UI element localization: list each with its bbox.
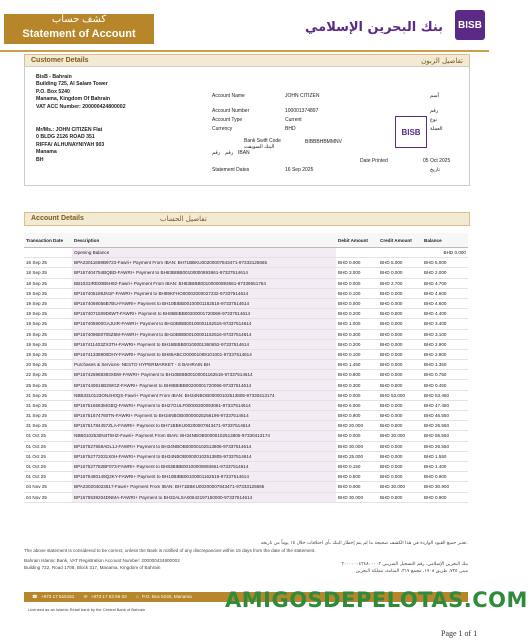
account-details-label: Account Details: [31, 215, 84, 222]
tx-debit: BHD 0.500: [336, 472, 378, 482]
tx-description: BP16752772031X0H-FAWRI+ Payment to BH34NBOB00000102513805-97337514614: [72, 451, 336, 461]
table-row: [24, 288, 468, 298]
account-name-label: Account Name: [212, 93, 245, 99]
tx-balance: BHD 3.100: [422, 329, 468, 339]
fax-icon: ✉: [83, 594, 88, 599]
table-row: [24, 329, 468, 339]
date-printed-label: Date Printed: [360, 158, 388, 164]
tx-description: BP167409650705Z5M-FAWRI+ Payment to BH10BIBB00100001162516-97337514614: [72, 329, 336, 339]
tx-credit: BHD 53.000: [378, 390, 422, 400]
customer-address: [36, 127, 104, 164]
tx-description: NBB0102530N4T8HZ-Fawri+ Payment From IBAN: BH34NBOB00000102513805-97330413174: [72, 431, 336, 441]
table-row: [24, 278, 468, 288]
tx-date: 25 Sep 25: [24, 380, 72, 390]
swift-code-value: BIBBBHBMMNV: [305, 139, 342, 145]
footer-fax: +973 17 53 56 03: [90, 594, 127, 599]
vat-ar: بنك البحرين الإسلامي، رقم التسجيل الضريبي ٢٠٠٠٠٠٠٤٢٤٨٠٠٠٠٢: [341, 562, 468, 567]
tx-debit: BHD 0.000: [336, 278, 378, 288]
bank-address-line: Building 725, Al Salam Tower: [36, 81, 108, 88]
tx-balance: BHD 26.550: [422, 421, 468, 431]
pobox-icon: ⌂: [135, 594, 139, 599]
tx-date: 01 Oct 25: [24, 472, 72, 482]
tx-debit: BHD 30.000: [336, 441, 378, 451]
table-row: [24, 298, 468, 308]
account-details-bar: [24, 212, 470, 226]
tx-credit: BHD 0.000: [378, 370, 422, 380]
table-cell: [24, 248, 72, 258]
tx-date: 19 Sep 25: [24, 288, 72, 298]
tx-description: BP167527558ADL1J-FAWRI+ Payment to BH34NBOB00000102513805-97337514614: [72, 441, 336, 451]
tx-balance: BHD 2.800: [422, 349, 468, 359]
bisb-qr-icon: BISB: [395, 116, 427, 148]
tx-debit: BHD 0.000: [336, 298, 378, 308]
statement-title-ar: كشف حساب: [51, 14, 107, 25]
tx-description: NBB3310123ON4H0QS-Fawri+ Payment From IBAN: BH34NBOB00000102513805-97330413174: [72, 390, 336, 400]
tx-description: BB1031IRE00B5H92-Fawri+ Payment From IBAN: BH83BIBB00100000893661-97339551764: [72, 278, 336, 288]
address-ar: مبنى ٧٢٥، طريق ١٧٠٨، مجمع ٣١٧، المنامة، مملكة البحرين: [355, 569, 468, 574]
tx-credit: BHD 0.000: [378, 472, 422, 482]
account-name-value: JOHN CITIZEN: [285, 93, 320, 99]
column-header: Transaction Date: [24, 233, 72, 248]
tx-description: BP1675480149Q2KY-FAWRI+ Payment to BH10BIBB00100001162516-97337514614: [72, 472, 336, 482]
tx-description: BP16751784457ZLA-FAWRI+ Payment to BH71BBKU00200007843471-97337514614: [72, 421, 336, 431]
tx-description: BPA23011669B9723-Fawri+ Payment From IBAN: BH71BBKU00200007843471-97333125665: [72, 258, 336, 268]
tx-debit: BHD 0.600: [336, 370, 378, 380]
tx-credit: BHD 30.000: [378, 431, 422, 441]
tx-description: BPA230204023617-Fawri+ Payment From IBAN: BH71BBKU00200007843471-97333125665: [72, 482, 336, 492]
tx-debit: BHD 3.000: [336, 268, 378, 278]
tx-credit: BHD 0.000: [378, 319, 422, 329]
bank-address-line: VAT ACC Number: 200000424800002: [36, 103, 126, 110]
tx-description: BP167527782BF073-FAWRI+ Payment to BH83BIBB00100000893661-97337514614: [72, 461, 336, 471]
tx-description: BP167425988393XBW-FAWRI+ Payment to BH10BIBB00100001162516-97337514614: [72, 370, 336, 380]
tx-balance: BHD 4.400: [422, 309, 468, 319]
column-header: Credit Amount: [378, 233, 422, 248]
tx-credit: BHD 0.000: [378, 380, 422, 390]
table-row: [24, 360, 468, 370]
tx-date: 16 Sep 25: [24, 258, 72, 268]
table-row: [24, 309, 468, 319]
table-row: [24, 451, 468, 461]
table-row: [24, 472, 468, 482]
table-row: [24, 339, 468, 349]
tx-debit: BHD 1.000: [336, 319, 378, 329]
tx-date: 19 Sep 25: [24, 298, 72, 308]
watermark: AMIGOSDEPELOTAS.COM: [225, 588, 528, 612]
tx-credit: BHD 0.000: [378, 339, 422, 349]
tx-date: 04 Nov 25: [24, 482, 72, 492]
tx-credit: BHD 0.000: [378, 451, 422, 461]
tx-date: 18 Sep 25: [24, 278, 72, 288]
currency-ar: العملة: [430, 126, 443, 132]
footer-phone: +973 17 515151: [41, 594, 75, 599]
tx-description: BP167405189JN1F-FAWRI+ Payment to BH89KFHO00002000027232-97337514614: [72, 288, 336, 298]
tx-balance: BHD 0.900: [422, 472, 468, 482]
column-header: Debit Amount: [336, 233, 378, 248]
table-row: [24, 268, 468, 278]
address-en: Building 722, Road 1708, Block 317, Manama, Kingdom of Bahrain: [24, 565, 161, 570]
tx-balance: BHD 2.900: [422, 339, 468, 349]
statement-notice: [24, 540, 468, 584]
tx-debit: BHD 0.000: [336, 482, 378, 492]
table-row: [24, 319, 468, 329]
tx-debit: BHD 0.300: [336, 329, 378, 339]
notice-en: The above statement is considered to be correct, unless the Bank is notified of any discrepancies within 15 days from the date of the statement.: [24, 548, 316, 553]
tx-balance: BHD 1.550: [422, 451, 468, 461]
statement-title: Statement of Account: [22, 28, 136, 40]
iban-ar: رقم: [212, 150, 221, 156]
tx-debit: BHD 0.000: [336, 390, 378, 400]
tx-debit: BHD 1.450: [336, 360, 378, 370]
tx-debit: BHD 20.000: [336, 421, 378, 431]
tx-date: 19 Sep 25: [24, 319, 72, 329]
tx-description: BP167404754BQBD-FAWRI+ Payment to BH83BIBB00100000893661-97337514614: [72, 268, 336, 278]
swift-code-label: Bank Swift Code: [244, 138, 281, 144]
tx-date: 19 Sep 25: [24, 309, 72, 319]
bank-address: [36, 74, 126, 111]
tx-description: BP16741338900DHY-FAWRI+ Payment to BH86ABCO00001069101001-97337514614: [72, 349, 336, 359]
license-note: Licensed as an Islamic Retail bank by the Central Bank of Bahrain: [28, 607, 146, 612]
customer-address-line: RIFFA/ ALHUNAYNIYAH 903: [36, 141, 105, 148]
iban-label: IBAN: [238, 150, 250, 156]
tx-description: BP1675539204DNMA-FAWRI+ Payment to BH32ALSA00642197150000-97337514614: [72, 492, 336, 502]
tx-credit: BHD 0.000: [378, 400, 422, 410]
tx-debit: BHD 30.000: [336, 492, 378, 502]
account-number-value: 100001374897: [285, 108, 319, 114]
swift-code-ar: البنك السويفت: [244, 144, 275, 150]
table-row: [24, 349, 468, 359]
tx-date: 18 Sep 25: [24, 268, 72, 278]
tx-credit: BHD 2.700: [378, 278, 422, 288]
tx-credit: BHD 0.000: [378, 298, 422, 308]
page-number: Page 1 of 1: [441, 629, 478, 638]
column-header: Balance: [422, 233, 468, 248]
tx-balance: BHD 47.450: [422, 400, 468, 410]
tx-balance: BHD 4.600: [422, 288, 468, 298]
customer-address-line: 0 BLDG 2126 ROAD 351: [36, 134, 95, 141]
tx-credit: BHD 0.000: [378, 309, 422, 319]
tx-description: Purchases & Services- NESTO HYPERMARKET - S BAHRAIN BH: [72, 360, 336, 370]
tx-debit: BHD 0.100: [336, 288, 378, 298]
notice-ar: تعتبر جميع القيود الواردة في هذا الكشف صحيحة ما لم يتم إخطار البنك بأي اختلافات خلال ١٥ يوماً من تاريخه.: [260, 541, 468, 546]
transactions-table: [24, 233, 468, 503]
tx-date: 01 Oct 25: [24, 461, 72, 471]
header-divider: [0, 50, 489, 52]
tx-description: BP167405900GAJUIR-FAWRI+ Payment to BH10BIBB00100001162516-97337514614: [72, 319, 336, 329]
bank-name-ar: بنك البحرين الإسلامي: [305, 20, 444, 35]
tx-balance: BHD 4.700: [422, 278, 468, 288]
account-name-ar: أسم: [430, 93, 439, 99]
header: [0, 0, 489, 50]
tx-balance: BHD 0.900: [422, 492, 468, 502]
footer-pobox: P.O. Box 5240, Manama: [142, 594, 192, 599]
table-row: [24, 431, 468, 441]
statement-title-box: [4, 14, 154, 44]
tx-description: BP1674071509D6WT-FAWRI+ Payment to BH85BIBB00200001720066-97337514614: [72, 309, 336, 319]
vat-en: Bahrain Islamic Bank, VAT Registration Account Number: 200000424800002: [24, 558, 180, 563]
column-header: Description: [72, 233, 336, 248]
tx-debit: BHD 0.000: [336, 258, 378, 268]
tx-date: 20 Sep 25: [24, 360, 72, 370]
table-row: [24, 370, 468, 380]
tx-balance: BHD 2.000: [422, 268, 468, 278]
tx-balance: BHD 1.400: [422, 461, 468, 471]
tx-description: BP167516663MGBQ-FAWRI+ Payment to BH27GULF00000300093061-97337514614: [72, 400, 336, 410]
table-row: [24, 380, 468, 390]
tx-balance: BHD 30.900: [422, 482, 468, 492]
tx-credit: BHD 0.000: [378, 349, 422, 359]
tx-credit: BHD 0.000: [378, 360, 422, 370]
tx-balance: BHD 0.750: [422, 370, 468, 380]
tx-credit: BHD 0.000: [378, 492, 422, 502]
tx-debit: BHD 0.200: [336, 309, 378, 319]
tx-balance: BHD 1.350: [422, 360, 468, 370]
bank-address-line: Manama, Kingdom Of Bahrain: [36, 96, 111, 103]
tx-description: BP1674069056B7BU-FAWRI+ Payment to BH10BIBB00100001162516-97337514614: [72, 298, 336, 308]
tx-date: 01 Oct 25: [24, 441, 72, 451]
table-row: [24, 441, 468, 451]
customer-address-line: Mr/Ms.: JOHN CITIZEN Flat: [36, 127, 103, 133]
phone-icon: ☎: [32, 594, 38, 599]
tx-date: 19 Sep 25: [24, 349, 72, 359]
tx-debit: BHD 0.300: [336, 380, 378, 390]
tx-credit: BHD 0.000: [378, 288, 422, 298]
tx-credit: BHD 0.000: [378, 268, 422, 278]
tx-balance: BHD 0.450: [422, 380, 468, 390]
table-row: [24, 421, 468, 431]
tx-credit: BHD 0.000: [378, 461, 422, 471]
tx-date: 01 Oct 25: [24, 431, 72, 441]
tx-balance: BHD 53.450: [422, 390, 468, 400]
opening-balance-value: BHD 0.000: [422, 248, 468, 258]
tx-date: 31 Sep 25: [24, 400, 72, 410]
table-row: [24, 400, 468, 410]
table-row: [24, 482, 468, 492]
bank-address-line: BisB - Bahrain: [36, 74, 72, 80]
tx-date: 31 Sep 25: [24, 421, 72, 431]
table-cell: [336, 248, 378, 258]
statement-dates-label: Statement Dates: [212, 167, 250, 173]
table-row: [24, 390, 468, 400]
tx-balance: BHD 4.600: [422, 298, 468, 308]
statement-dates-ar: تاريخ: [430, 167, 440, 173]
account-type-value: Current: [285, 117, 302, 123]
tx-credit: BHD 0.000: [378, 441, 422, 451]
tx-debit: BHD 25.000: [336, 451, 378, 461]
table-cell: [378, 248, 422, 258]
table-row: [24, 461, 468, 471]
tx-credit: BHD 0.000: [378, 411, 422, 421]
tx-balance: BHD 46.550: [422, 411, 468, 421]
tx-balance: BHD 56.550: [422, 431, 468, 441]
account-number-ar: رقم: [430, 108, 439, 114]
customer-details-label-ar: تفاصيل الزبون: [421, 57, 463, 65]
table-row: [24, 258, 468, 268]
customer-address-line: Manama: [36, 149, 57, 156]
tx-debit: BHD 6.000: [336, 400, 378, 410]
tx-date: 31 Sep 25: [24, 411, 72, 421]
tx-balance: BHD 26.550: [422, 441, 468, 451]
opening-balance-row: [24, 248, 468, 258]
tx-date: 04 Nov 25: [24, 492, 72, 502]
tx-debit: BHD 0.200: [336, 339, 378, 349]
tx-debit: BHD 0.900: [336, 411, 378, 421]
date-printed-value: 05 Oct 2025: [423, 158, 451, 164]
table-row: [24, 411, 468, 421]
tx-date: 31 Sep 25: [24, 390, 72, 400]
tx-credit: BHD 0.000: [378, 329, 422, 339]
account-number-label: Account Number: [212, 108, 250, 114]
tx-debit: BHD 0.000: [336, 431, 378, 441]
tx-credit: BHD 30.000: [378, 482, 422, 492]
currency-label: Currency: [212, 126, 233, 132]
tx-date: 01 Oct 25: [24, 451, 72, 461]
tx-debit: BHD 0.150: [336, 461, 378, 471]
iban-ar-2: رقم: [225, 150, 234, 156]
account-type-ar: نوع: [430, 117, 437, 123]
tx-date: 19 Sep 25: [24, 339, 72, 349]
tx-balance: BHD 5.000: [422, 258, 468, 268]
customer-address-line: BH: [36, 156, 44, 163]
statement-dates-value: 16 Sep 2025: [285, 167, 314, 173]
currency-value: BHD: [285, 126, 296, 132]
tx-date: 22 Sep 25: [24, 370, 72, 380]
tx-description: BP16751674760TN-FAWRI+ Payment to BH34NBOB00000025256196-97337514614: [72, 411, 336, 421]
bank-logo-icon: BISB: [455, 10, 485, 40]
tx-credit: BHD 5.000: [378, 258, 422, 268]
tx-date: 19 Sep 25: [24, 329, 72, 339]
tx-debit: BHD 0.100: [336, 349, 378, 359]
tx-credit: BHD 0.000: [378, 421, 422, 431]
tx-balance: BHD 3.400: [422, 319, 468, 329]
bank-address-line: P.O. Box 5240: [36, 88, 70, 95]
table-header-row: [24, 233, 468, 248]
table-row: [24, 492, 468, 502]
account-details-label-ar: تفاصيل الحساب: [160, 215, 207, 223]
customer-details-label: Customer Details: [31, 57, 89, 64]
opening-balance-label: Opening Balance: [72, 248, 336, 258]
account-type-label: Account Type: [212, 117, 243, 123]
tx-description: BP167440616B3WGZ-FAWRI+ Payment to BH85BIBB00200001720066-97337514614: [72, 380, 336, 390]
tx-description: BP167411403ZX3TH-FAWRI+ Payment to BH16BIBB00100001360652-97337514614: [72, 339, 336, 349]
